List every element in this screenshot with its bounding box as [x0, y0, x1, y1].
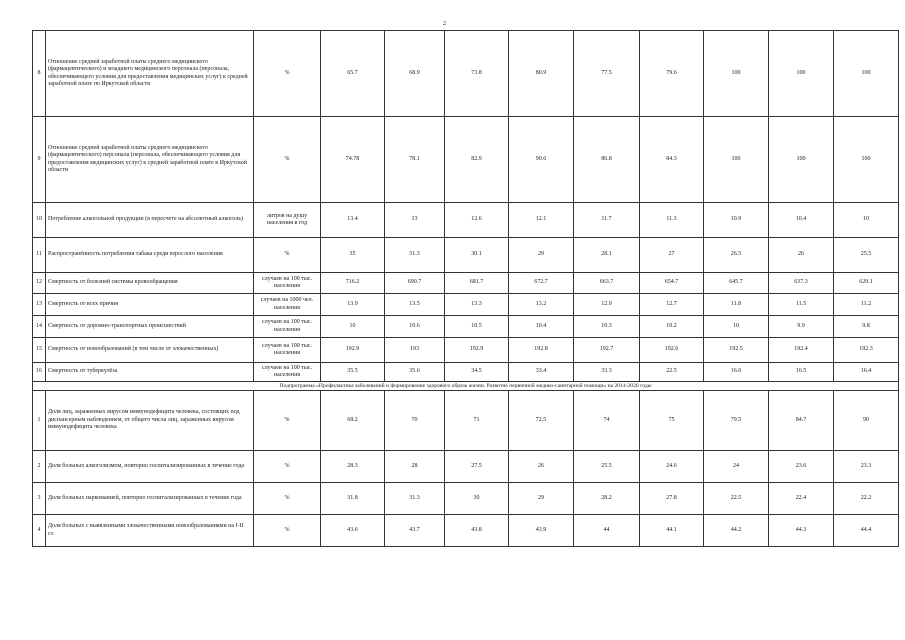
value-cell: 10.2 [640, 316, 704, 338]
value-cell: 43.6 [321, 515, 385, 547]
value-cell: 16.5 [769, 363, 834, 382]
value-cell: 26 [769, 238, 834, 273]
row-number: 13 [33, 294, 46, 316]
value-cell: 13 [385, 203, 445, 238]
value-cell: 84.3 [640, 117, 704, 203]
indicator-name: Доля больных алкоголизмом, повторно госпитализированных в течение года [46, 451, 254, 483]
value-cell: 74.78 [321, 117, 385, 203]
value-cell: 68.2 [321, 391, 385, 451]
value-cell: 27.8 [640, 483, 704, 515]
value-cell: 11.8 [704, 294, 769, 316]
value-cell: 22.2 [834, 483, 899, 515]
unit-cell: литров на душу населения в год [254, 203, 321, 238]
indicators-table [32, 30, 899, 547]
value-cell: 90 [834, 391, 899, 451]
value-cell: 11.5 [769, 294, 834, 316]
indicator-name: Доля больных с выявленными злокачественными новообразованиями на I-II ст. [46, 515, 254, 547]
value-cell: 43.8 [445, 515, 509, 547]
value-cell: 78.1 [385, 117, 445, 203]
table-row [33, 273, 899, 294]
value-cell: 25.5 [574, 451, 640, 483]
value-cell: 33.3 [574, 363, 640, 382]
indicator-name: Отношение средней заработной платы среднего медицинского (фармацевтического) и младшего медицинского персонала (персонала, обеспечивающего условия для предоставления медицинских услуг) к средней заработной плате по Иркутской области [46, 31, 254, 117]
value-cell: 82.9 [445, 117, 509, 203]
value-cell: 31.8 [321, 483, 385, 515]
unit-cell: % [254, 451, 321, 483]
value-cell: 43.9 [509, 515, 574, 547]
value-cell: 44 [574, 515, 640, 547]
value-cell: 35.6 [385, 363, 445, 382]
value-cell: 192.9 [321, 338, 385, 363]
value-cell: 35 [321, 238, 385, 273]
value-cell: 12.1 [509, 203, 574, 238]
value-cell: 80.9 [509, 31, 574, 117]
value-cell: 663.7 [574, 273, 640, 294]
row-number: 2 [33, 451, 46, 483]
value-cell: 629.1 [834, 273, 899, 294]
value-cell: 74 [574, 391, 640, 451]
value-cell: 22.5 [704, 483, 769, 515]
value-cell: 28 [385, 451, 445, 483]
table-row [33, 203, 899, 238]
indicator-name: Доля больных наркоманией, повторно госпитализированных в течение года [46, 483, 254, 515]
value-cell: 79.5 [704, 391, 769, 451]
indicator-name: Смертность от всех причин [46, 294, 254, 316]
value-cell: 192.9 [445, 338, 509, 363]
value-cell: 33.4 [509, 363, 574, 382]
value-cell: 25.5 [834, 238, 899, 273]
value-cell: 10.5 [445, 316, 509, 338]
indicator-name: Доля лиц, зараженных вирусом иммунодефицита человека, состоящих под диспансерным наблюдением, от общего числа лиц, зараженных вирусом иммунодефицита человека [46, 391, 254, 451]
row-number: 10 [33, 203, 46, 238]
value-cell: 10 [704, 316, 769, 338]
value-cell: 9.8 [834, 316, 899, 338]
table-row [33, 451, 899, 483]
value-cell: 10 [834, 203, 899, 238]
value-cell: 34.5 [445, 363, 509, 382]
value-cell: 192.5 [704, 338, 769, 363]
row-number: 12 [33, 273, 46, 294]
unit-cell: % [254, 117, 321, 203]
value-cell: 13.3 [445, 294, 509, 316]
value-cell: 11.2 [834, 294, 899, 316]
table-row [33, 363, 899, 382]
unit-cell: % [254, 515, 321, 547]
value-cell: 90.6 [509, 117, 574, 203]
value-cell: 22.4 [769, 483, 834, 515]
value-cell: 35.5 [321, 363, 385, 382]
value-cell: 23.3 [834, 451, 899, 483]
value-cell: 100 [704, 117, 769, 203]
value-cell: 24 [704, 451, 769, 483]
row-number: 4 [33, 515, 46, 547]
unit-cell: случаев на 100 тыс. населения [254, 363, 321, 382]
value-cell: 44.3 [769, 515, 834, 547]
value-cell: 672.7 [509, 273, 574, 294]
value-cell: 192.6 [640, 338, 704, 363]
value-cell: 65.7 [321, 31, 385, 117]
unit-cell: случаев на 1000 чел. населения [254, 294, 321, 316]
unit-cell: % [254, 238, 321, 273]
value-cell: 29 [509, 238, 574, 273]
value-cell: 192.8 [509, 338, 574, 363]
value-cell: 9.9 [769, 316, 834, 338]
value-cell: 86.8 [574, 117, 640, 203]
value-cell: 71 [445, 391, 509, 451]
value-cell: 30.1 [445, 238, 509, 273]
value-cell: 10.6 [385, 316, 445, 338]
section-header-row [33, 382, 899, 391]
value-cell: 44.4 [834, 515, 899, 547]
row-number: 8 [33, 31, 46, 117]
subprogram-title: Подпрограмма «Профилактика заболеваний и формирование здорового образа жизни. Развитие первичной медико-санитарной помощи» на 2014-2020 годы [33, 382, 899, 391]
value-cell: 12.7 [640, 294, 704, 316]
value-cell: 192.7 [574, 338, 640, 363]
table-row [33, 31, 899, 117]
indicator-name: Смертность от болезней системы кровообращения [46, 273, 254, 294]
value-cell: 27 [640, 238, 704, 273]
value-cell: 28.1 [574, 238, 640, 273]
value-cell: 13.4 [321, 203, 385, 238]
value-cell: 716.2 [321, 273, 385, 294]
unit-cell: случаев на 100 тыс. населения [254, 273, 321, 294]
row-number: 1 [33, 391, 46, 451]
indicator-name: Потребление алкогольной продукции (в пересчете на абсолютный алкоголь) [46, 203, 254, 238]
value-cell: 10.3 [574, 316, 640, 338]
value-cell: 11.3 [640, 203, 704, 238]
value-cell: 100 [834, 31, 899, 117]
value-cell: 84.7 [769, 391, 834, 451]
value-cell: 10.9 [704, 203, 769, 238]
indicator-name: Распространённость потребления табака среди взрослого населения [46, 238, 254, 273]
value-cell: 100 [834, 117, 899, 203]
value-cell: 12.9 [574, 294, 640, 316]
value-cell: 43.7 [385, 515, 445, 547]
indicator-name: Смертность от дорожно-транспортных происшествий [46, 316, 254, 338]
value-cell: 44.2 [704, 515, 769, 547]
row-number: 14 [33, 316, 46, 338]
value-cell: 192.3 [834, 338, 899, 363]
value-cell: 31.3 [385, 483, 445, 515]
value-cell: 100 [704, 31, 769, 117]
value-cell: 70 [385, 391, 445, 451]
indicator-name: Смертность от новообразований (в том числе от злокачественных) [46, 338, 254, 363]
value-cell: 79.6 [640, 31, 704, 117]
table-row [33, 483, 899, 515]
value-cell: 193 [385, 338, 445, 363]
table-row [33, 338, 899, 363]
value-cell: 30 [445, 483, 509, 515]
value-cell: 10 [321, 316, 385, 338]
value-cell: 31.3 [385, 238, 445, 273]
value-cell: 690.7 [385, 273, 445, 294]
value-cell: 13.2 [509, 294, 574, 316]
value-cell: 637.3 [769, 273, 834, 294]
value-cell: 28.3 [321, 451, 385, 483]
table-row [33, 316, 899, 338]
value-cell: 24.6 [640, 451, 704, 483]
value-cell: 26.5 [704, 238, 769, 273]
unit-cell: % [254, 483, 321, 515]
value-cell: 13.5 [385, 294, 445, 316]
table-row [33, 294, 899, 316]
table-row [33, 238, 899, 273]
page-number: 2 [443, 21, 446, 27]
value-cell: 192.4 [769, 338, 834, 363]
row-number: 11 [33, 238, 46, 273]
value-cell: 72.5 [509, 391, 574, 451]
value-cell: 645.7 [704, 273, 769, 294]
row-number: 3 [33, 483, 46, 515]
value-cell: 13.9 [321, 294, 385, 316]
value-cell: 28.2 [574, 483, 640, 515]
indicator-name: Отношение средней заработной платы среднего медицинского (фармацевтического) персонала (персонала, обеспечивающего условия для предоставления медицинских услуг) к средней заработной плате в Иркутской области [46, 117, 254, 203]
value-cell: 44.1 [640, 515, 704, 547]
indicator-name: Смертность от туберкулёза [46, 363, 254, 382]
value-cell: 681.7 [445, 273, 509, 294]
value-cell: 12.6 [445, 203, 509, 238]
value-cell: 75 [640, 391, 704, 451]
value-cell: 654.7 [640, 273, 704, 294]
value-cell: 73.8 [445, 31, 509, 117]
value-cell: 10.4 [769, 203, 834, 238]
row-number: 9 [33, 117, 46, 203]
table-row [33, 117, 899, 203]
value-cell: 100 [769, 31, 834, 117]
value-cell: 16.4 [834, 363, 899, 382]
value-cell: 100 [769, 117, 834, 203]
value-cell: 22.5 [640, 363, 704, 382]
value-cell: 77.5 [574, 31, 640, 117]
unit-cell: случаев на 100 тыс. населения [254, 316, 321, 338]
unit-cell: % [254, 31, 321, 117]
table-row [33, 391, 899, 451]
value-cell: 23.6 [769, 451, 834, 483]
unit-cell: случаев на 100 тыс. населения [254, 338, 321, 363]
value-cell: 29 [509, 483, 574, 515]
row-number: 16 [33, 363, 46, 382]
value-cell: 26 [509, 451, 574, 483]
row-number: 15 [33, 338, 46, 363]
value-cell: 16.6 [704, 363, 769, 382]
value-cell: 68.9 [385, 31, 445, 117]
table-row [33, 515, 899, 547]
value-cell: 10.4 [509, 316, 574, 338]
value-cell: 27.5 [445, 451, 509, 483]
value-cell: 11.7 [574, 203, 640, 238]
unit-cell: % [254, 391, 321, 451]
